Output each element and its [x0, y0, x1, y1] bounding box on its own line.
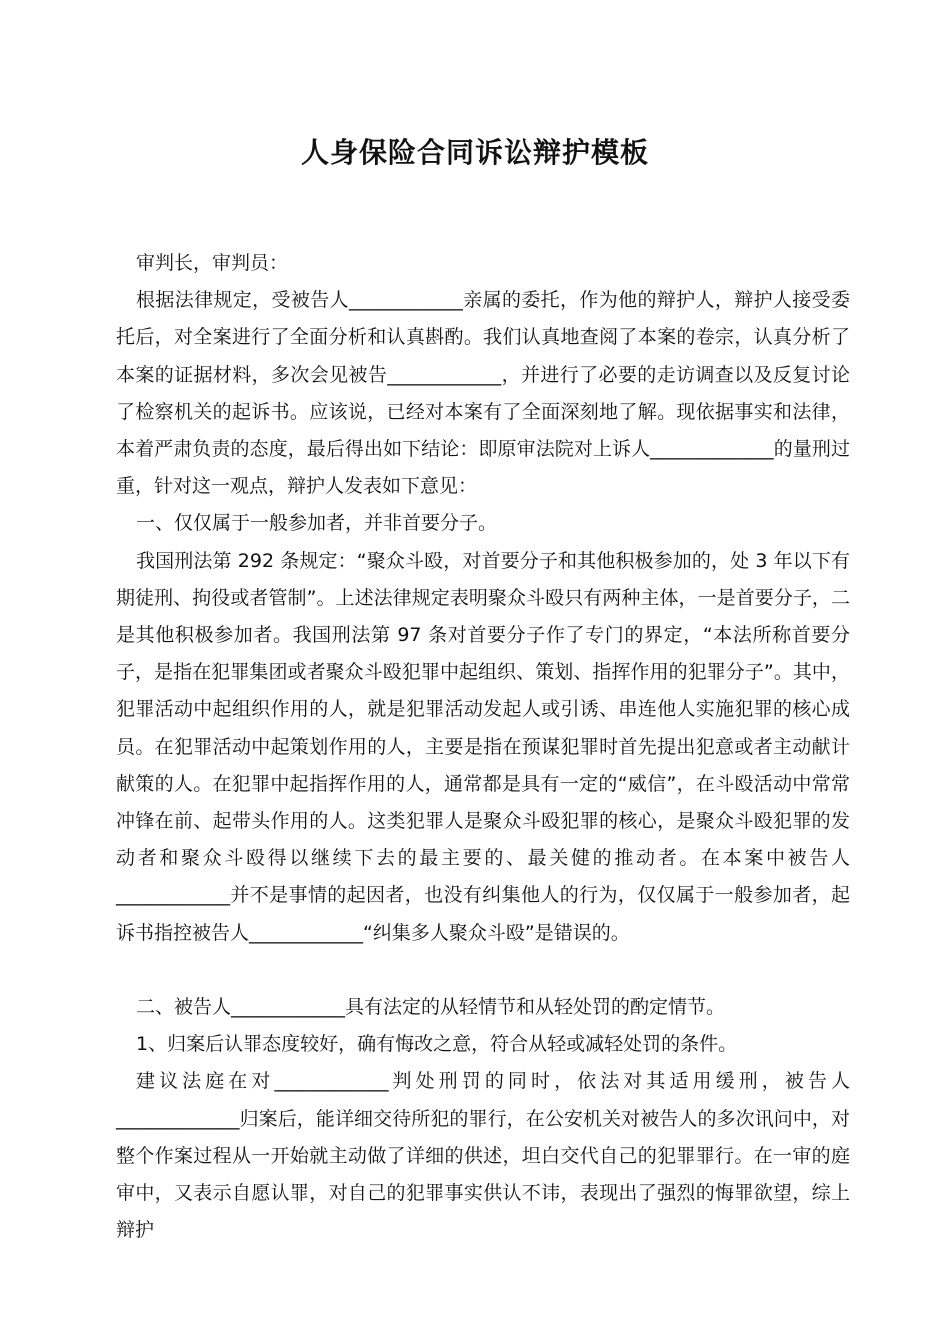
paragraph-point-two-1: 建议法庭在对____________判处刑罚的同时，依法对其适用缓刑，被告人_____________归案后，能详细交待所犯的罪行，在公安机关对被告人的多次讯问中，对整个作案过程从一开始就主动做了详细的供述，坦白交代自己的犯罪罪行。在一审的庭审中，又表示自愿认罪，对自己的犯罪事实供认不讳，表现出了强烈的悔罪欲望，综上辩护 — [116, 1070, 850, 1242]
subheading-point-two-1: 1、归案后认罪态度较好，确有悔改之意，符合从轻或减轻处罚的条件。 — [136, 1033, 738, 1056]
heading-point-one: 一、仅仅属于一般参加者，并非首要分子。 — [136, 512, 498, 535]
paragraph-intro: 根据法律规定，受被告人____________亲属的委托，作为他的辩护人，辩护人接受委托后，对全案进行了全面分析和认真斟酌。我们认真地查阅了本案的卷宗，认真分析了本案的证据材料，多次会见被告____________，并进行了必要的走访调查以及反复讨论了检察机关的起诉书。应该说，已经对本案有了全面深刻地了解。现依据事实和法律，本着严肃负责的态度，最后得出如下结论：即原审法院对上诉人_____________的量刑过重，针对这一观点，辩护人发表如下意见： — [116, 289, 850, 498]
heading-point-two: 二、被告人____________具有法定的从轻情节和从轻处罚的酌定情节。 — [136, 996, 726, 1019]
document-body — [116, 245, 850, 1249]
salutation: 审判长，审判员： — [136, 252, 289, 274]
document-title: 人身保险合同诉讼辩护模板 — [300, 136, 649, 169]
paragraph-point-one: 我国刑法第 292 条规定：“聚众斗殴，对首要分子和其他积极参加的，处 3 年以下有期徒刑、拘役或者管制”。上述法律规定表明聚众斗殴只有两种主体，一是首要分子，二是其他积极参加者。我国刑法第 97 条对首要分子作了专门的界定，“本法所称首要分子，是指在犯罪集团或者聚众斗殴犯罪中起组织、策划、指挥作用的犯罪分子”。其中，犯罪活动中起组织作用的人，就是犯罪活动发起人或引诱、串连他人实施犯罪的核心成员。在犯罪活动中起策划作用的人，主要是指在预谋犯罪时首先提出犯意或者主动献计献策的人。在犯罪中起指挥作用的人，通常都是具有一定的“威信”，在斗殴活动中常常冲锋在前、起带头作用的人。这类犯罪人是聚众斗殴犯罪的核心，是聚众斗殴犯罪的发动者和聚众斗殴得以继续下去的最主要的、最关健的推动者。在本案中被告人____________并不是事情的起因者，也没有纠集他人的行为，仅仅属于一般参加者，起诉书指控被告人____________“纠集多人聚众斗殴”是错误的。 — [116, 549, 850, 944]
